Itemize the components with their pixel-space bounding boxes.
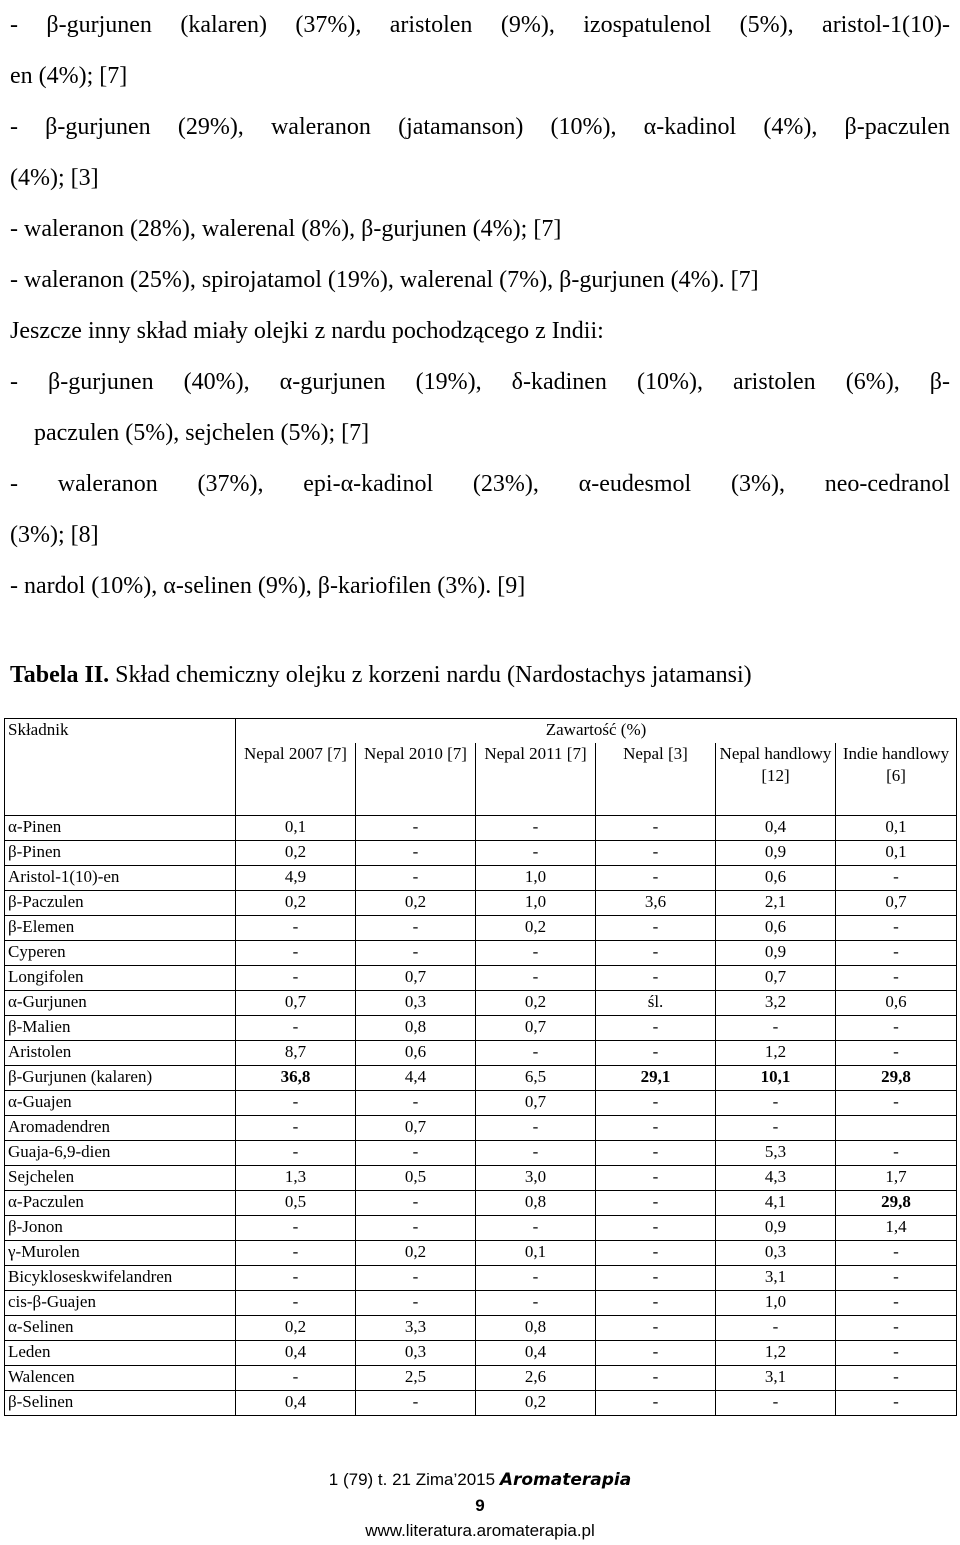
table-cell: 29,1 (596, 1066, 716, 1091)
component-name: β-Elemen (5, 916, 236, 941)
component-name: Sejchelen (5, 1166, 236, 1191)
table-row (5, 1166, 957, 1191)
table-cell: 0,2 (356, 891, 476, 916)
component-name: cis-β-Guajen (5, 1291, 236, 1316)
component-name: α-Paczulen (5, 1191, 236, 1216)
table-cell: - (836, 941, 957, 966)
table-cell: 1,0 (476, 866, 596, 891)
table-cell: 1,7 (836, 1166, 957, 1191)
table-cell: 0,4 (716, 816, 836, 841)
table-cell: - (236, 966, 356, 991)
caption-text: Skład chemiczny olejku z korzeni nardu (Nardostachys jatamansi) (109, 662, 752, 688)
table-cell: 0,2 (476, 916, 596, 941)
table-row (5, 1191, 957, 1216)
table-cell: - (236, 1216, 356, 1241)
table-cell: - (596, 1316, 716, 1341)
table-row (5, 1266, 957, 1291)
composition-table (4, 718, 957, 1416)
table-cell: - (476, 966, 596, 991)
component-name: Walencen (5, 1366, 236, 1391)
table-cell: 0,3 (716, 1241, 836, 1266)
table-cell: - (836, 1141, 957, 1166)
column-header: Nepal 2007 [7] (236, 743, 356, 816)
table-row (5, 1016, 957, 1041)
body-line: - β-gurjunen (40%), α-gurjunen (19%), δ-kadinen (10%), aristolen (6%), β- (10, 369, 950, 395)
table-row (5, 816, 957, 841)
table-cell: 2,6 (476, 1366, 596, 1391)
table-cell: - (236, 941, 356, 966)
table-cell: - (836, 1391, 957, 1416)
table-cell: 0,7 (236, 991, 356, 1016)
table-cell: - (836, 1241, 957, 1266)
component-name: β-Malien (5, 1016, 236, 1041)
component-name: α-Pinen (5, 816, 236, 841)
table-cell: - (836, 866, 957, 891)
table-cell: 5,3 (716, 1141, 836, 1166)
table-row (5, 841, 957, 866)
table-row (5, 966, 957, 991)
table-cell: 0,9 (716, 1216, 836, 1241)
component-name: β-Selinen (5, 1391, 236, 1416)
table-cell: 2,5 (356, 1366, 476, 1391)
table-cell: 0,8 (476, 1316, 596, 1341)
table-row (5, 1316, 957, 1341)
footer-url: www.literatura.aromaterapia.pl (365, 1521, 595, 1540)
caption-label: Tabela II. (10, 662, 110, 688)
footer-brand-logo: Aromaterapia (499, 1470, 632, 1490)
component-name: Leden (5, 1341, 236, 1366)
table-cell: - (836, 916, 957, 941)
table-cell: - (476, 1116, 596, 1141)
footer-issue-line (0, 1470, 960, 1490)
table-cell: - (356, 1141, 476, 1166)
table-cell: 3,0 (476, 1166, 596, 1191)
table-cell: 0,3 (356, 991, 476, 1016)
table-cell: 0,8 (356, 1016, 476, 1041)
table-cell: - (716, 1391, 836, 1416)
table-row (5, 991, 957, 1016)
table-cell: 0,5 (356, 1166, 476, 1191)
table-cell: - (596, 1166, 716, 1191)
table-row (5, 1141, 957, 1166)
component-name: α-Gurjunen (5, 991, 236, 1016)
table-cell: - (356, 1216, 476, 1241)
table-cell: - (236, 1116, 356, 1141)
body-line: - waleranon (28%), walerenal (8%), β-gurjunen (4%); [7] (10, 216, 562, 242)
table-cell: - (356, 1291, 476, 1316)
column-header: Nepal handlowy [12] (716, 743, 836, 816)
table-cell: - (356, 1391, 476, 1416)
table-cell: 3,6 (596, 891, 716, 916)
table-cell: 6,5 (476, 1066, 596, 1091)
table-cell: - (596, 966, 716, 991)
table-cell: 4,3 (716, 1166, 836, 1191)
table-cell: 0,2 (476, 1391, 596, 1416)
table-cell: 0,2 (236, 891, 356, 916)
table-cell: 8,7 (236, 1041, 356, 1066)
table-cell: 0,9 (716, 941, 836, 966)
table-cell: 0,3 (356, 1341, 476, 1366)
table-cell: 3,1 (716, 1366, 836, 1391)
table-cell: - (716, 1016, 836, 1041)
table-cell: - (596, 916, 716, 941)
table-cell: 0,5 (236, 1191, 356, 1216)
column-header-component: Składnik (5, 719, 236, 816)
table-cell: - (476, 841, 596, 866)
table-row (5, 916, 957, 941)
table-cell: - (596, 1041, 716, 1066)
column-group-header: Zawartość (%) (236, 719, 957, 744)
page-number: 9 (475, 1496, 485, 1515)
body-line: - nardol (10%), α-selinen (9%), β-kariofilen (3%). [9] (10, 573, 526, 599)
component-name: Guaja-6,9-dien (5, 1141, 236, 1166)
table-cell: - (476, 941, 596, 966)
table-cell: - (836, 1316, 957, 1341)
table-cell: 0,6 (716, 916, 836, 941)
table-cell: - (236, 1091, 356, 1116)
table-cell: - (836, 1291, 957, 1316)
component-name: β-Gurjunen (kalaren) (5, 1066, 236, 1091)
table-cell: 0,2 (236, 841, 356, 866)
component-name: Bicykloseskwifelandren (5, 1266, 236, 1291)
table-row (5, 1041, 957, 1066)
table-cell: - (476, 1216, 596, 1241)
table-cell: 1,0 (716, 1291, 836, 1316)
table-row (5, 891, 957, 916)
table-row (5, 866, 957, 891)
table-row (5, 1216, 957, 1241)
table-cell: 36,8 (236, 1066, 356, 1091)
table-cell: - (236, 1266, 356, 1291)
table-cell: - (476, 1291, 596, 1316)
footer-issue: 1 (79) t. 21 Zima’2015 (328, 1470, 496, 1489)
body-line: - β-gurjunen (29%), waleranon (jatamanson) (10%), α-kadinol (4%), β-paczulen (10, 114, 950, 140)
table-cell: śl. (596, 991, 716, 1016)
body-line: (4%); [3] (10, 165, 99, 191)
table-cell: 0,1 (836, 816, 957, 841)
component-name: Aromadendren (5, 1116, 236, 1141)
table-cell: - (596, 1091, 716, 1116)
table-cell: - (596, 1016, 716, 1041)
table-cell: - (596, 841, 716, 866)
table-row (5, 1241, 957, 1266)
table-cell: 4,9 (236, 866, 356, 891)
table-cell: - (236, 916, 356, 941)
table-cell: - (596, 1291, 716, 1316)
table-cell: 0,8 (476, 1191, 596, 1216)
table-cell: 1,2 (716, 1341, 836, 1366)
table-cell: - (596, 1241, 716, 1266)
table-row (5, 1291, 957, 1316)
column-header: Nepal [3] (596, 743, 716, 816)
table-cell: 0,6 (356, 1041, 476, 1066)
component-name: Aristol-1(10)-en (5, 866, 236, 891)
table-cell: 3,2 (716, 991, 836, 1016)
table-cell: - (716, 1316, 836, 1341)
table-cell: - (596, 1141, 716, 1166)
component-name: α-Selinen (5, 1316, 236, 1341)
table-cell: 1,0 (476, 891, 596, 916)
table-cell: - (476, 816, 596, 841)
body-line: en (4%); [7] (10, 63, 128, 89)
table-cell: 2,1 (716, 891, 836, 916)
component-name: γ-Murolen (5, 1241, 236, 1266)
table-cell: - (236, 1241, 356, 1266)
table-cell: - (356, 1191, 476, 1216)
table-cell: - (596, 816, 716, 841)
table-cell: 0,7 (476, 1016, 596, 1041)
table-cell: 0,7 (836, 891, 957, 916)
table-cell: - (356, 941, 476, 966)
table-cell: - (356, 1266, 476, 1291)
body-line: - β-gurjunen (kalaren) (37%), aristolen (9%), izospatulenol (5%), aristol-1(10)- (10, 12, 950, 38)
table-cell: - (836, 1041, 957, 1066)
component-name: β-Jonon (5, 1216, 236, 1241)
table-cell: - (596, 1366, 716, 1391)
table-cell: - (356, 816, 476, 841)
table-cell: 10,1 (716, 1066, 836, 1091)
table-cell: - (356, 1091, 476, 1116)
table-cell: 0,7 (476, 1091, 596, 1116)
table-row (5, 1366, 957, 1391)
table-cell: - (596, 1116, 716, 1141)
table-row (5, 1341, 957, 1366)
table-cell: - (476, 1041, 596, 1066)
body-line: paczulen (5%), sejchelen (5%); [7] (34, 420, 370, 446)
body-text (10, 0, 950, 612)
table-cell: 0,6 (836, 991, 957, 1016)
table-cell: - (236, 1366, 356, 1391)
table-cell: - (836, 1266, 957, 1291)
table-cell (836, 1116, 957, 1141)
component-name: Aristolen (5, 1041, 236, 1066)
table-cell: - (596, 1391, 716, 1416)
table-cell: 0,1 (236, 816, 356, 841)
table-cell: 1,2 (716, 1041, 836, 1066)
table-cell: - (596, 1191, 716, 1216)
table-cell: 0,2 (236, 1316, 356, 1341)
table-cell: 0,4 (236, 1341, 356, 1366)
column-header: Nepal 2011 [7] (476, 743, 596, 816)
table-cell: 3,1 (716, 1266, 836, 1291)
table-cell: 0,9 (716, 841, 836, 866)
table-cell: - (236, 1016, 356, 1041)
table-cell: 0,7 (356, 1116, 476, 1141)
table-cell: - (356, 916, 476, 941)
component-name: β-Pinen (5, 841, 236, 866)
table-cell: 29,8 (836, 1066, 957, 1091)
table-cell: - (836, 1091, 957, 1116)
body-line: - waleranon (25%), spirojatamol (19%), walerenal (7%), β-gurjunen (4%). [7] (10, 267, 759, 293)
table-cell: 0,7 (716, 966, 836, 991)
table-cell: 4,1 (716, 1191, 836, 1216)
body-line: - waleranon (37%), epi-α-kadinol (23%), α-eudesmol (3%), neo-cedranol (10, 471, 950, 497)
table-cell: - (836, 966, 957, 991)
table-cell: 0,1 (476, 1241, 596, 1266)
table-cell: - (596, 941, 716, 966)
table-cell: - (596, 1216, 716, 1241)
table-cell: - (236, 1291, 356, 1316)
table-cell: - (236, 1141, 356, 1166)
table-caption (10, 655, 752, 695)
component-name: β-Paczulen (5, 891, 236, 916)
body-line: Jeszcze inny skład miały olejki z nardu pochodzącego z Indii: (10, 318, 604, 344)
table-cell: - (596, 866, 716, 891)
body-line: (3%); [8] (10, 522, 99, 548)
table-cell: 0,6 (716, 866, 836, 891)
table-cell: - (476, 1141, 596, 1166)
table-cell: 0,7 (356, 966, 476, 991)
table-row (5, 1116, 957, 1141)
component-name: α-Guajen (5, 1091, 236, 1116)
table-cell: - (356, 866, 476, 891)
table-cell: - (836, 1366, 957, 1391)
table-cell: - (836, 1016, 957, 1041)
table-cell: 0,4 (236, 1391, 356, 1416)
table-row (5, 1091, 957, 1116)
table-cell: 1,4 (836, 1216, 957, 1241)
table-cell: 3,3 (356, 1316, 476, 1341)
table-header-row (5, 719, 957, 744)
component-name: Longifolen (5, 966, 236, 991)
table-cell: 0,4 (476, 1341, 596, 1366)
table-cell: - (596, 1341, 716, 1366)
table-cell: 0,2 (476, 991, 596, 1016)
component-name: Cyperen (5, 941, 236, 966)
table-cell: 0,2 (356, 1241, 476, 1266)
table-row (5, 1066, 957, 1091)
table-cell: - (836, 1341, 957, 1366)
table-cell: - (716, 1091, 836, 1116)
table-cell: 4,4 (356, 1066, 476, 1091)
table-cell: 29,8 (836, 1191, 957, 1216)
column-header: Indie handlowy [6] (836, 743, 957, 816)
table-cell: - (716, 1116, 836, 1141)
table-cell: - (596, 1266, 716, 1291)
table-row (5, 1391, 957, 1416)
table-cell: 1,3 (236, 1166, 356, 1191)
table-row (5, 941, 957, 966)
table-cell: - (476, 1266, 596, 1291)
table-cell: 0,1 (836, 841, 957, 866)
table-cell: - (356, 841, 476, 866)
column-header: Nepal 2010 [7] (356, 743, 476, 816)
